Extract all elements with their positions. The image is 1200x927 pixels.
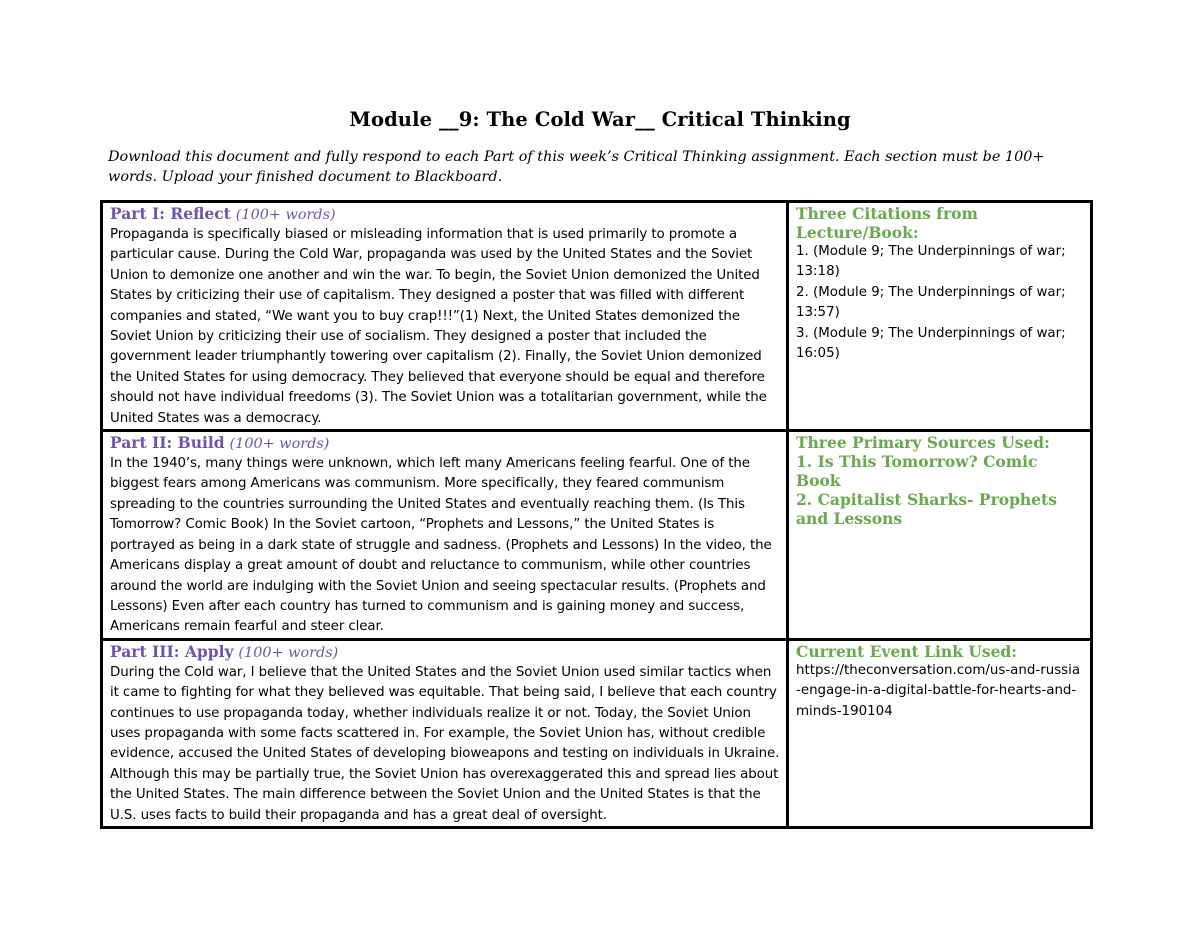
part-3-name: Part III: Apply bbox=[110, 641, 234, 661]
part-3-side-cell bbox=[788, 639, 1092, 827]
primary-source-item: 1. Is This Tomorrow? Comic Book bbox=[796, 452, 1038, 491]
part-2-cell bbox=[102, 431, 788, 640]
citation-item: 3. (Module 9; The Underpinnings of war; 16:05) bbox=[796, 325, 1066, 362]
primary-sources-heading: Three Primary Sources Used: bbox=[796, 433, 1050, 453]
citation-item: 2. (Module 9; The Underpinnings of war; 13:57) bbox=[796, 284, 1066, 321]
assignment-instructions: Download this document and fully respond to each Part of this week’s Critical Thinking assignment. Each section must be 100+ words. Upload your finished document to Blackboard. bbox=[108, 149, 1045, 185]
current-event-heading: Current Event Link Used: bbox=[796, 641, 1017, 661]
part-1-name: Part I: Reflect bbox=[110, 204, 231, 223]
part-1-cell bbox=[102, 202, 788, 431]
part-3-cell bbox=[102, 639, 788, 827]
table-row-part-3 bbox=[102, 639, 1092, 827]
part-1-side-cell bbox=[788, 202, 1092, 431]
part-3-heading bbox=[110, 642, 780, 663]
part-2-name: Part II: Build bbox=[110, 433, 225, 453]
table-row-part-1 bbox=[102, 202, 1092, 431]
part-2-response: In the 1940’s, many things were unknown, which left many Americans feeling fearful. One of the biggest fears among Americans was communism. More specifically, they feared communism spreading to the countries surrounding the United States and eventually reaching them. (Is This Tomorrow? Comic Book) In the Soviet cartoon, “Prophets and Lessons,” the United States is portrayed as being in a dark state of struggle and sadness. (Prophets and Lessons) In the video, the Americans display a great amount of doubt and reluctance to communism, while other countries around the world are indulging with the Soviet Union and seeing spectacular results. (Prophets and Lessons) Even after each country has turned to communism and is gaining money and success, Americans remain fearful and steer clear. bbox=[110, 456, 772, 635]
part-2-word-count: (100+ words) bbox=[229, 436, 330, 453]
part-2-side-cell bbox=[788, 431, 1092, 640]
citations-heading: Three Citations from Lecture/Book: bbox=[796, 204, 978, 242]
part-3-word-count: (100+ words) bbox=[238, 644, 339, 661]
assignment-table bbox=[100, 200, 1093, 829]
citation-item: 1. (Module 9; The Underpinnings of war; 13:18) bbox=[796, 244, 1066, 280]
primary-source-item: 2. Capitalist Sharks- Prophets and Lessons bbox=[796, 490, 1057, 529]
part-1-word-count: (100+ words) bbox=[235, 207, 336, 223]
document-title: Module __9: The Cold War__ Critical Thinking bbox=[349, 108, 851, 131]
part-1-response: Propaganda is specifically biased or misleading information that is used primarily to promote a particular cause. During the Cold War, propaganda was used by the United States and the Soviet Union to demonize one another and win the war. To begin, the Soviet Union demonized the United States by criticizing their use of capitalism. They designed a poster that was filled with different companies and stated, “We want you to buy crap!!!”(1) Next, the United States demonized the Soviet Union by criticizing their use of socialism. They designed a poster that included the government leader triumphantly towering over capitalism (2). Finally, the Soviet Union demonized the United States for using democracy. They believed that everyone should be equal and therefore should not have individual freedoms (3). The Soviet Union was a totalitarian government, while the United States was a democracy. bbox=[110, 227, 767, 426]
current-event-link[interactable]: https://theconversation.com/us-and-russia-engage-in-a-digital-battle-for-hearts-and-minds-190104 bbox=[796, 662, 1081, 719]
table-row-part-2 bbox=[102, 431, 1092, 640]
part-2-heading bbox=[110, 433, 780, 454]
part-1-heading bbox=[110, 204, 780, 225]
part-3-response: During the Cold war, I believe that the United States and the Soviet Union used similar tactics when it came to fighting for what they believed was equitable. That being said, I believe that each country continues to use propaganda today, whether individuals realize it or not. Today, the Soviet Union uses propaganda with some facts scattered in. For example, the Soviet Union has, without credible evidence, accused the United States of developing bioweapons and testing on individuals in Ukraine. Although this may be partially true, the Soviet Union has overexaggerated this and spread lies about the United States. The main difference between the Soviet Union and the United States is that the U.S. uses facts to build their propaganda and has a great deal of oversight. bbox=[110, 664, 780, 823]
